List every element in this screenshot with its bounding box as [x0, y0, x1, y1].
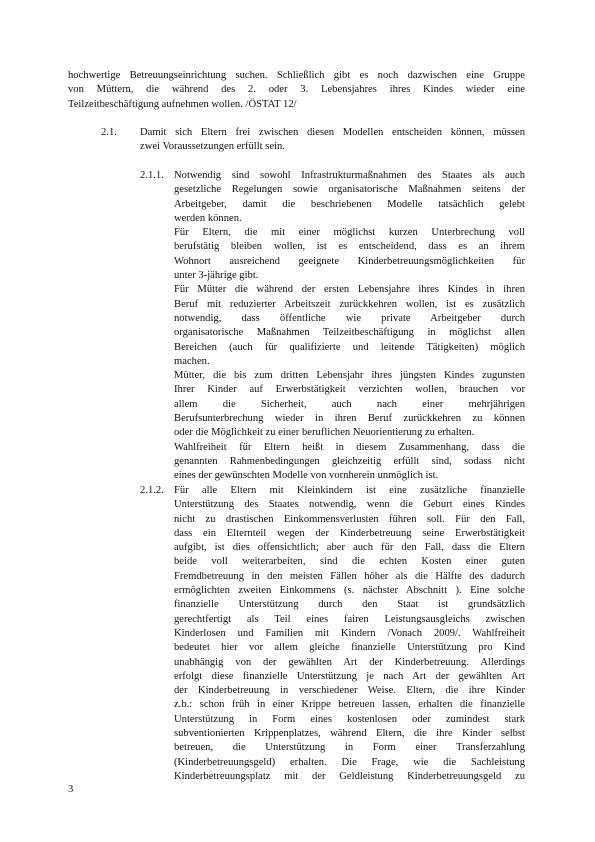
section-2-1-number: 2.1.	[101, 127, 117, 138]
section-2-1-1-paragraph	[174, 169, 525, 484]
text-line: erfolgt diese finanzielle Unterstützung je nach Art der gewählten Art	[174, 670, 525, 682]
text-line: Für Mütter die während der ersten Lebensjahre ihres Kindes in ihren	[174, 284, 525, 296]
section-2-1-1-number: 2.1.1.	[140, 170, 164, 181]
text-line: genannten Rahmenbedingungen gleichzeitig erfüllt sind, sodass nicht	[174, 455, 525, 467]
text-line: Mütter, die bis zum dritten Lebensjahr ihres jüngsten Kindes zugunsten	[174, 370, 525, 382]
text-line: z.b.: schon früh in einer Krippe betreuen lassen, erhalten die finanzielle	[174, 699, 525, 711]
text-line: finanzielle Unterstützung durch den Staat ist grundsätzlich	[174, 599, 525, 611]
text-line: Kinderlosen und Familien mit Kindern /Vonach 2009/. Wahlfreiheit	[174, 627, 525, 639]
text-line: Wahlfreiheit für Eltern heißt in diesem Zusammenhang, dass die	[174, 441, 525, 453]
text-line: Wohnort ausreichend geeignete Kinderbetreuungsmöglichkeiten für	[174, 255, 525, 267]
text-line: hochwertige Betreuungseinrichtung suchen. Schließlich gibt es noch dazwischen eine Gruppe	[68, 70, 525, 81]
text-line: bedeutet hier vor allem gleiche finanzielle Unterstützung pro Kind	[174, 642, 525, 654]
text-line: oder die Möglichkeit zu einer beruflichen Neuorientierung zu erhalten.	[174, 427, 475, 439]
text-line: Berufsunterbrechung wieder in ihren Beruf zurückkehren zu können	[174, 413, 525, 425]
text-line: unabhängig von der gewählten Art der Kinderbetreuung. Allerdings	[174, 656, 525, 668]
text-line: Bereichen (auch für qualifizierte und leitende Tätigkeiten) möglich	[174, 341, 525, 353]
text-line: aufgibt, ist dies offensichtlich; aber auch für den Fall, dass die Eltern	[174, 542, 525, 554]
text-line: gesetzliche Regelungen sowie organisatorische Maßnahmen seitens der	[174, 184, 525, 196]
text-line: Arbeitgeber, damit die beschriebenen Modelle tatsächlich gelebt	[174, 198, 525, 210]
text-line: Für alle Eltern mit Kleinkindern ist eine zusätzliche finanzielle	[174, 485, 525, 496]
section-2-1-paragraph	[140, 126, 525, 155]
text-line: nicht zu drastischen Einkommensverlusten führen soll. Für den Fall,	[174, 513, 525, 525]
text-line: werden können.	[174, 212, 242, 224]
text-line: notwendig, dass öffentliche wie private Arbeitgeber durch	[174, 312, 525, 324]
text-line: allem die Sicherheit, auch nach einer mehrjährigen	[174, 398, 525, 410]
text-line: Damit sich Eltern frei zwischen diesen Modellen entscheiden können, müssen	[140, 127, 525, 138]
text-line: Für Eltern, die mit einer möglichst kurzen Unterbrechung voll	[174, 227, 525, 239]
text-line: subventionierten Krippenplatzes, während Eltern, die ihre Kinder selbst	[174, 728, 525, 740]
intro-paragraph	[68, 69, 525, 112]
text-line: gerechtfertigt als Teil eines fairen Leistungsausgleichs zwischen	[174, 613, 525, 625]
text-line: Kinderbetreuungsplatz mit der Geldleistung Kinderbetreuungsgeld zu	[174, 770, 525, 782]
text-line: der Kinderbetreuung in verschiedener Weise. Eltern, die ihre Kinder	[174, 685, 525, 697]
text-line: unter 3-jährige gibt.	[174, 270, 259, 282]
page-number: 3	[68, 784, 74, 795]
text-line: Teilzeitbeschäftigung aufnehmen wollen. /ÖSTAT 12/	[68, 98, 297, 110]
text-line: Unterstützung des Staates notwendig, wenn die Geburt eines Kindes	[174, 499, 525, 511]
text-line: von Müttern, die während des 2. oder 3. Lebensjahres ihres Kindes wieder eine	[68, 84, 525, 96]
text-line: berufstätig bleiben wollen, ist es entscheidend, dass es an ihrem	[174, 241, 525, 253]
text-line: dass ein Elternteil wegen der Kinderbetreuung seine Erwerbstätigkeit	[174, 527, 525, 539]
text-line: (Kinderbetreuungsgeld) erhalten. Die Frage, wie die Sachleistung	[174, 756, 525, 768]
text-line: zwei Voraussetzungen erfüllt sein.	[140, 141, 285, 153]
text-line: organisatorische Maßnahmen Teilzeitbeschäftigung in möglichst allen	[174, 327, 525, 339]
text-line: eines der gewünschten Modelle von vornherein unmöglich ist.	[174, 470, 439, 482]
text-line: Beruf mit reduzierter Arbeitszeit zurückkehren wollen, ist es zusätzlich	[174, 298, 525, 310]
text-line: Notwendig sind sowohl Infrastrukturmaßnahmen des Staates als auch	[174, 170, 525, 181]
text-line: machen.	[174, 355, 210, 367]
text-line: beide voll weiterarbeiten, sind die echten Kosten einer guten	[174, 556, 525, 568]
section-2-1-2-paragraph	[174, 484, 525, 784]
text-line: Ihrer Kinder auf Erwerbstätigkeit verzichten wollen, brauchen vor	[174, 384, 525, 396]
text-line: Unterstützung in Form eines kostenlosen oder zumindest stark	[174, 713, 525, 725]
section-2-1-2-number: 2.1.2.	[140, 485, 164, 496]
text-line: betreuen, die Unterstützung in Form einer Transferzahlung	[174, 742, 525, 754]
text-line: Fremdbetreuung in den meisten Fällen höher als die Hälfte des dadurch	[174, 570, 525, 582]
text-line: ermöglichten zweiten Einkommens (s. nächster Abschnitt ). Eine solche	[174, 585, 525, 597]
